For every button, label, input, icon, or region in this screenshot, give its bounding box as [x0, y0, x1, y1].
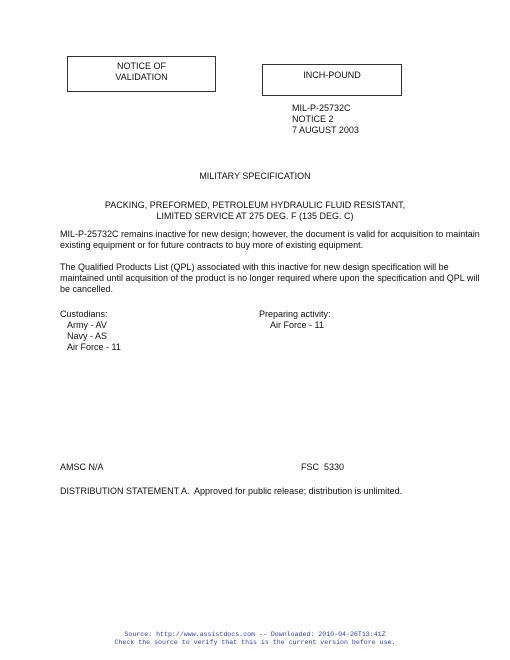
custodian-air-force: Air Force - 11	[67, 342, 121, 352]
notice-of-validation-box	[67, 56, 216, 92]
distribution-statement: DISTRIBUTION STATEMENT A. Approved for public release; distribution is unlimited.	[60, 486, 403, 496]
document-number: MIL-P-25732C	[292, 103, 351, 113]
subject-line-1: PACKING, PREFORMED, PETROLEUM HYDRAULIC FLUID RESISTANT,	[104, 200, 406, 210]
footer-check-line: Check the source to verify that this is the current version before use.	[114, 639, 396, 646]
amsc-code: AMSC N/A	[60, 462, 104, 472]
page-title: MILITARY SPECIFICATION	[199, 171, 311, 181]
notice-number: NOTICE 2	[292, 114, 334, 124]
custodian-navy: Navy - AS	[67, 331, 108, 341]
notice-box-line-1: NOTICE OF	[117, 61, 166, 71]
inch-pound-label: INCH-POUND	[303, 70, 361, 80]
paragraph-line: MIL-P-25732C remains inactive for new design; however, the document is valid for acquisition to maintain	[60, 229, 480, 239]
subject-line-2: LIMITED SERVICE AT 275 DEG. F (135 DEG. C)	[156, 211, 354, 221]
custodians-heading: Custodians:	[60, 309, 108, 319]
preparing-activity-value: Air Force - 11	[270, 320, 324, 330]
custodian-army: Army - AV	[67, 320, 107, 330]
footer-source-line: Source: http://www.assistdocs.com -- Downloaded: 2010-04-26T13:41Z	[124, 631, 386, 638]
paragraph-line: existing equipment or for future contracts to buy more of existing equipment.	[60, 240, 364, 250]
paragraph-line: The Qualified Products List (QPL) associated with this inactive for new design specification will be	[60, 262, 449, 272]
preparing-activity-block	[259, 309, 331, 331]
fsc-code: FSC 5330	[301, 462, 345, 472]
source-footer	[0, 631, 510, 647]
custodians-block	[60, 309, 121, 353]
paragraph-line: maintained until acquisition of the product is no longer required where upon the specification and QPL will	[60, 273, 480, 283]
paragraph-line: be cancelled.	[60, 284, 114, 294]
preparing-activity-heading: Preparing activity:	[259, 309, 331, 319]
notice-date: 7 AUGUST 2003	[292, 125, 359, 135]
inch-pound-box	[262, 64, 402, 96]
document-identifier	[292, 103, 359, 136]
notice-box-line-2: VALIDATION	[115, 72, 168, 82]
paragraph-qpl	[60, 262, 479, 295]
paragraph-status	[60, 229, 480, 251]
subject	[0, 200, 510, 222]
